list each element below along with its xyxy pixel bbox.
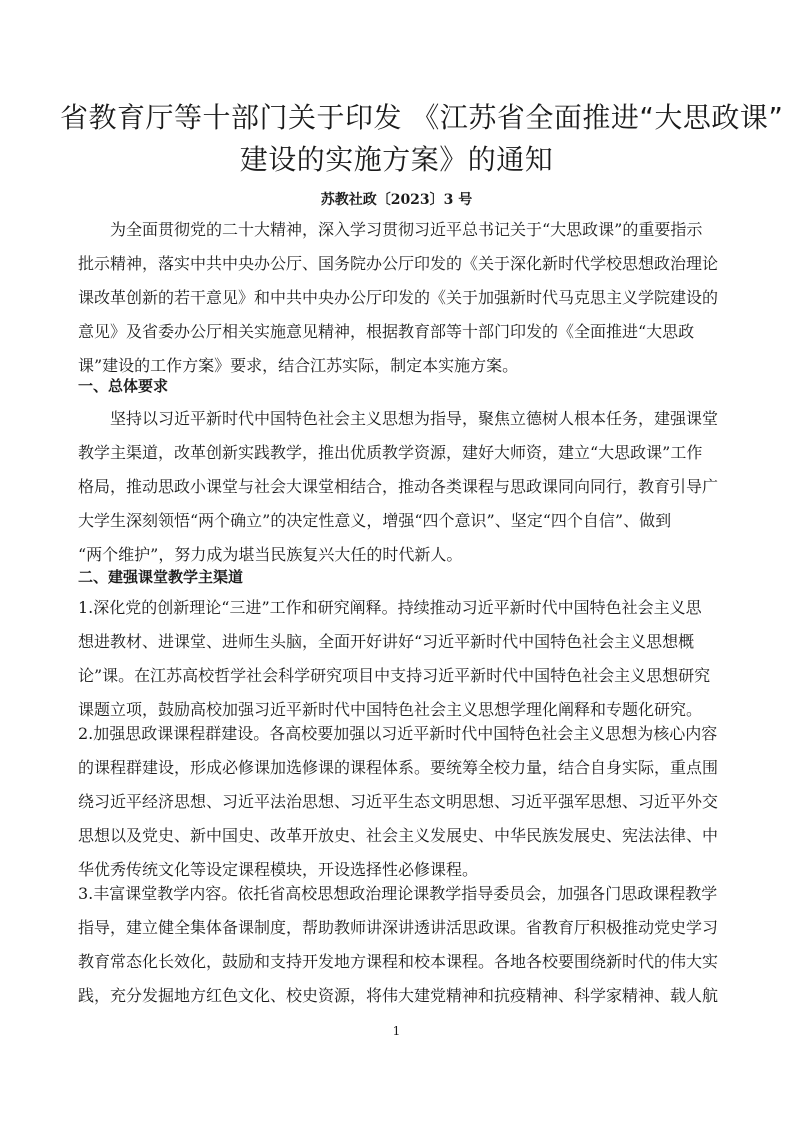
item2-line: 华优秀传统文化等设定课程模块，开设选择性必修课程。 (78, 860, 479, 879)
document-number: 苏教社政〔2023〕3 号 (320, 192, 473, 208)
item2-line: 的课程群建设，形成必修课加选修课的课程体系。要统筹全校力量，结合自身实际，重点围 (78, 758, 719, 777)
document-title-line-1: 省教育厅等十部门关于印发 《江苏省全面推进“大思政课” (60, 101, 784, 134)
intro-line: 课”建设的工作方案》要求，结合江苏实际，制定本实施方案。 (78, 356, 519, 375)
intro-line: 为全面贯彻党的二十大精神，深入学习贯彻习近平总书记关于“大思政课”的重要指示 (110, 220, 703, 239)
item3-line: 践，充分发掘地方红色文化、校史资源，将伟大建党精神和抗疫精神、科学家精神、载人航 (78, 986, 719, 1005)
item3-line: 3.丰富课堂教学内容。依托省高校思想政治理论课教学指导委员会，加强各门思政课程教学 (78, 884, 718, 903)
item2-line: 绕习近平经济思想、习近平法治思想、习近平生态文明思想、习近平强军思想、习近平外交 (78, 792, 719, 811)
section1-line: 大学生深刻领悟“两个确立”的决定性意义，增强“四个意识”、坚定“四个自信”、做到 (78, 511, 672, 530)
item1-line: 课题立项，鼓励高校加强习近平新时代中国特色社会主义思想学理化阐释和专题化研究。 (78, 700, 703, 719)
section1-line: 坚持以习近平新时代中国特色社会主义思想为指导，聚焦立德树人根本任务，建强课堂 (110, 409, 719, 428)
intro-line: 批示精神，落实中共中央办公厅、国务院办公厅印发的《关于深化新时代学校思想政治理论 (78, 254, 719, 273)
item1-line: 论”课。在江苏高校哲学社会科学研究项目中支持习近平新时代中国特色社会主义思想研究 (78, 666, 711, 685)
item3-line: 指导，建立健全集体备课制度，帮助教师讲深讲透讲活思政课。省教育厅积极推动党史学习 (78, 918, 719, 937)
document-title-line-2: 建设的实施方案》的通知 (239, 143, 554, 176)
item1-line: 1.深化党的创新理论“三进”工作和研究阐释。持续推动习近平新时代中国特色社会主义思 (78, 598, 702, 617)
item2-line: 思想以及党史、新中国史、改革开放史、社会主义发展史、中华民族发展史、宪法法律、中 (78, 826, 719, 845)
item3-line: 教育常态化长效化，鼓励和支持开发地方课程和校本课程。各地各校要围绕新时代的伟大实 (78, 952, 719, 971)
section-heading: 一、总体要求 (78, 377, 169, 395)
item2-line: 2.加强思政课课程群建设。各高校要加强以习近平新时代中国特色社会主义思想为核心内容 (78, 724, 718, 743)
item1-line: 想进教材、进课堂、进师生头脑，全面开好讲好“习近平新时代中国特色社会主义思想概 (78, 632, 695, 651)
intro-line: 课改革创新的若干意见》和中共中央办公厅印发的《关于加强新时代马克思主义学院建设的 (78, 288, 719, 307)
page-number: 1 (392, 1024, 401, 1038)
section1-line: 格局，推动思政小课堂与社会大课堂相结合，推动各类课程与思政课同向同行，教育引导广 (78, 477, 719, 496)
section1-line: 教学主渠道，改革创新实践教学，推出优质教学资源，建好大师资，建立“大思政课”工作 (78, 443, 703, 462)
section-heading: 二、建强课堂教学主渠道 (78, 568, 244, 586)
section1-line: “两个维护”，努力成为堪当民族复兴大任的时代新人。 (78, 545, 463, 564)
intro-line: 意见》及省委办公厅相关实施意见精神，根据教育部等十部门印发的《全面推进“大思政 (78, 322, 695, 341)
